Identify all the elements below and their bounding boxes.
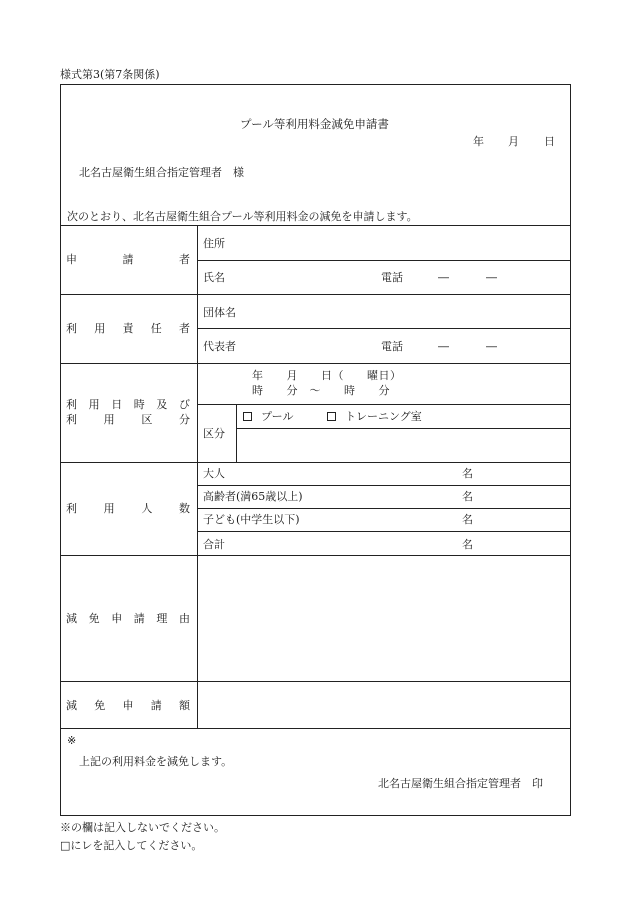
pool-label: プール	[261, 410, 294, 423]
people-row-adult: 大人	[203, 467, 225, 480]
name-field[interactable]	[240, 262, 370, 292]
group-name-field[interactable]	[245, 296, 568, 327]
name-label: 氏名	[203, 271, 225, 284]
date-year: 年	[473, 135, 484, 148]
people-row-child: 子ども(中学生以下)	[203, 513, 300, 526]
total-count-field[interactable]	[300, 533, 455, 553]
usage-date-line: 年 月 日（ 曜日）	[252, 369, 402, 382]
responsible-label: 利 用 責 任 者	[66, 322, 190, 335]
people-label: 利 用 人 数	[66, 502, 190, 515]
senior-count-field[interactable]	[320, 487, 455, 506]
training-room-checkbox[interactable]	[327, 412, 336, 421]
option-training-room[interactable]	[327, 411, 422, 422]
usage-time-line: 時 分 ～ 時 分	[252, 384, 390, 397]
address-label: 住所	[203, 237, 225, 250]
amount-label: 減 免 申 請 額	[66, 699, 190, 712]
form-title: プール等利用料金減免申請書	[240, 117, 389, 131]
usage-label-line1: 利 用 日 時 及 び	[66, 398, 190, 411]
people-unit: 名	[462, 467, 473, 480]
office-use-mark: ※	[67, 734, 77, 747]
applicant-phone-label: 電話	[381, 271, 403, 284]
pool-checkbox[interactable]	[243, 412, 252, 421]
approval-signer: 北名古屋衛生組合指定管理者 印	[378, 777, 543, 790]
people-row-total: 合計	[203, 538, 225, 551]
responsible-phone-field[interactable]	[415, 330, 565, 361]
amount-field[interactable]	[200, 684, 568, 726]
date-day: 日	[544, 135, 555, 148]
training-room-label: トレーニング室	[345, 410, 422, 423]
phone-dash: ―	[486, 271, 497, 284]
phone-dash: ―	[486, 340, 497, 353]
date-month: 月	[508, 135, 519, 148]
applicant-label: 申 請 者	[66, 253, 190, 266]
people-unit: 名	[462, 538, 473, 551]
reason-label: 減 免 申 請 理 由	[66, 612, 190, 625]
adult-count-field[interactable]	[300, 464, 455, 483]
footnote-office: ※の欄は記入しないでください。	[60, 821, 225, 834]
phone-dash: ―	[438, 340, 449, 353]
approval-text: 上記の利用料金を減免します。	[79, 755, 233, 768]
applicant-phone-field[interactable]	[415, 262, 565, 292]
group-name-label: 団体名	[203, 306, 236, 319]
reason-field[interactable]	[200, 558, 568, 679]
people-unit: 名	[462, 490, 473, 503]
kubun-label: 区分	[203, 427, 225, 440]
representative-label: 代表者	[203, 340, 236, 353]
addressee: 北名古屋衛生組合指定管理者 様	[79, 166, 244, 179]
phone-dash: ―	[438, 271, 449, 284]
people-row-senior: 高齢者(満65歳以上)	[203, 490, 303, 503]
responsible-phone-label: 電話	[381, 340, 403, 353]
option-pool[interactable]	[243, 411, 293, 422]
footnote-checkbox: □にレを記入してください。	[60, 839, 203, 852]
form-code: 様式第3(第7条関係)	[60, 68, 160, 81]
usage-datetime-field[interactable]	[200, 366, 568, 402]
usage-label-line2: 利 用 区 分	[66, 413, 190, 426]
child-count-field[interactable]	[320, 510, 455, 529]
people-unit: 名	[462, 513, 473, 526]
representative-field[interactable]	[245, 330, 370, 361]
intro-text: 次のとおり、北名古屋衛生組合プール等利用料金の減免を申請します。	[67, 210, 418, 223]
kubun-other-field[interactable]	[240, 431, 568, 460]
address-field[interactable]	[240, 227, 568, 259]
